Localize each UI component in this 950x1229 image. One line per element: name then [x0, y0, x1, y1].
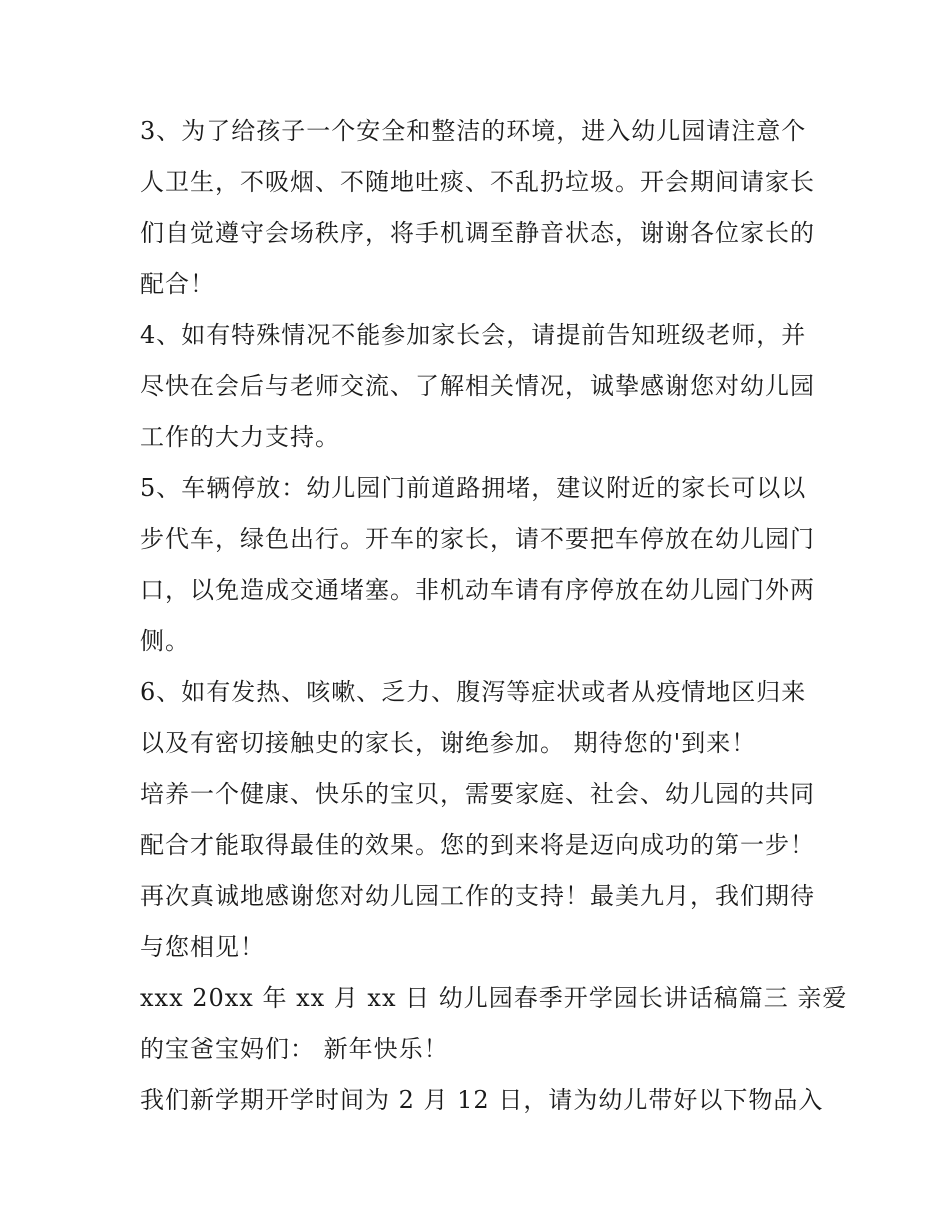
text-line: 的宝爸宝妈们： 新年快乐！ [140, 1035, 449, 1063]
text-line: 人卫生，不吸烟、不随地吐痰、不乱扔垃圾。开会期间请家长 [140, 168, 815, 196]
text-line: 再次真诚地感谢您对幼儿园工作的支持！最美九月，我们期待 [140, 882, 815, 910]
text-line: 侧。 [140, 627, 190, 655]
text-line: 口，以免造成交通堵塞。非机动车请有序停放在幼儿园门外两 [140, 576, 815, 604]
text-line: 培养一个健康、快乐的宝贝，需要家庭、社会、幼儿园的共同 [140, 780, 815, 808]
text-line: 我们新学期开学时间为 2 月 12 日，请为幼儿带好以下物品入 [140, 1086, 824, 1114]
text-line: 4、如有特殊情况不能参加家长会，请提前告知班级老师，并 [140, 321, 807, 349]
text-line: 工作的大力支持。 [140, 423, 340, 451]
text-line: 6、如有发热、咳嗽、乏力、腹泻等症状或者从疫情地区归来 [140, 678, 807, 706]
text-line: xxx 20xx 年 xx 月 xx 日 幼儿园春季开学园长讲话稿篇三 亲爱 [140, 984, 848, 1012]
text-line: 以及有密切接触史的家长，谢绝参加。 期待您的'到来！ [140, 729, 757, 757]
text-line: 步代车，绿色出行。开车的家长，请不要把车停放在幼儿园门 [140, 525, 815, 553]
text-line: 3、为了给孩子一个安全和整洁的环境，进入幼儿园请注意个 [140, 117, 807, 145]
text-line: 尽快在会后与老师交流、了解相关情况，诚挚感谢您对幼儿园 [140, 372, 815, 400]
document-body [140, 106, 848, 1126]
text-line: 与您相见！ [140, 933, 265, 961]
text-line: 们自觉遵守会场秩序，将手机调至静音状态，谢谢各位家长的 [140, 219, 815, 247]
text-line: 配合才能取得最佳的效果。您的到来将是迈向成功的第一步！ [140, 831, 815, 859]
text-line: 配合！ [140, 270, 215, 298]
text-line: 5、车辆停放：幼儿园门前道路拥堵，建议附近的家长可以以 [140, 474, 807, 502]
